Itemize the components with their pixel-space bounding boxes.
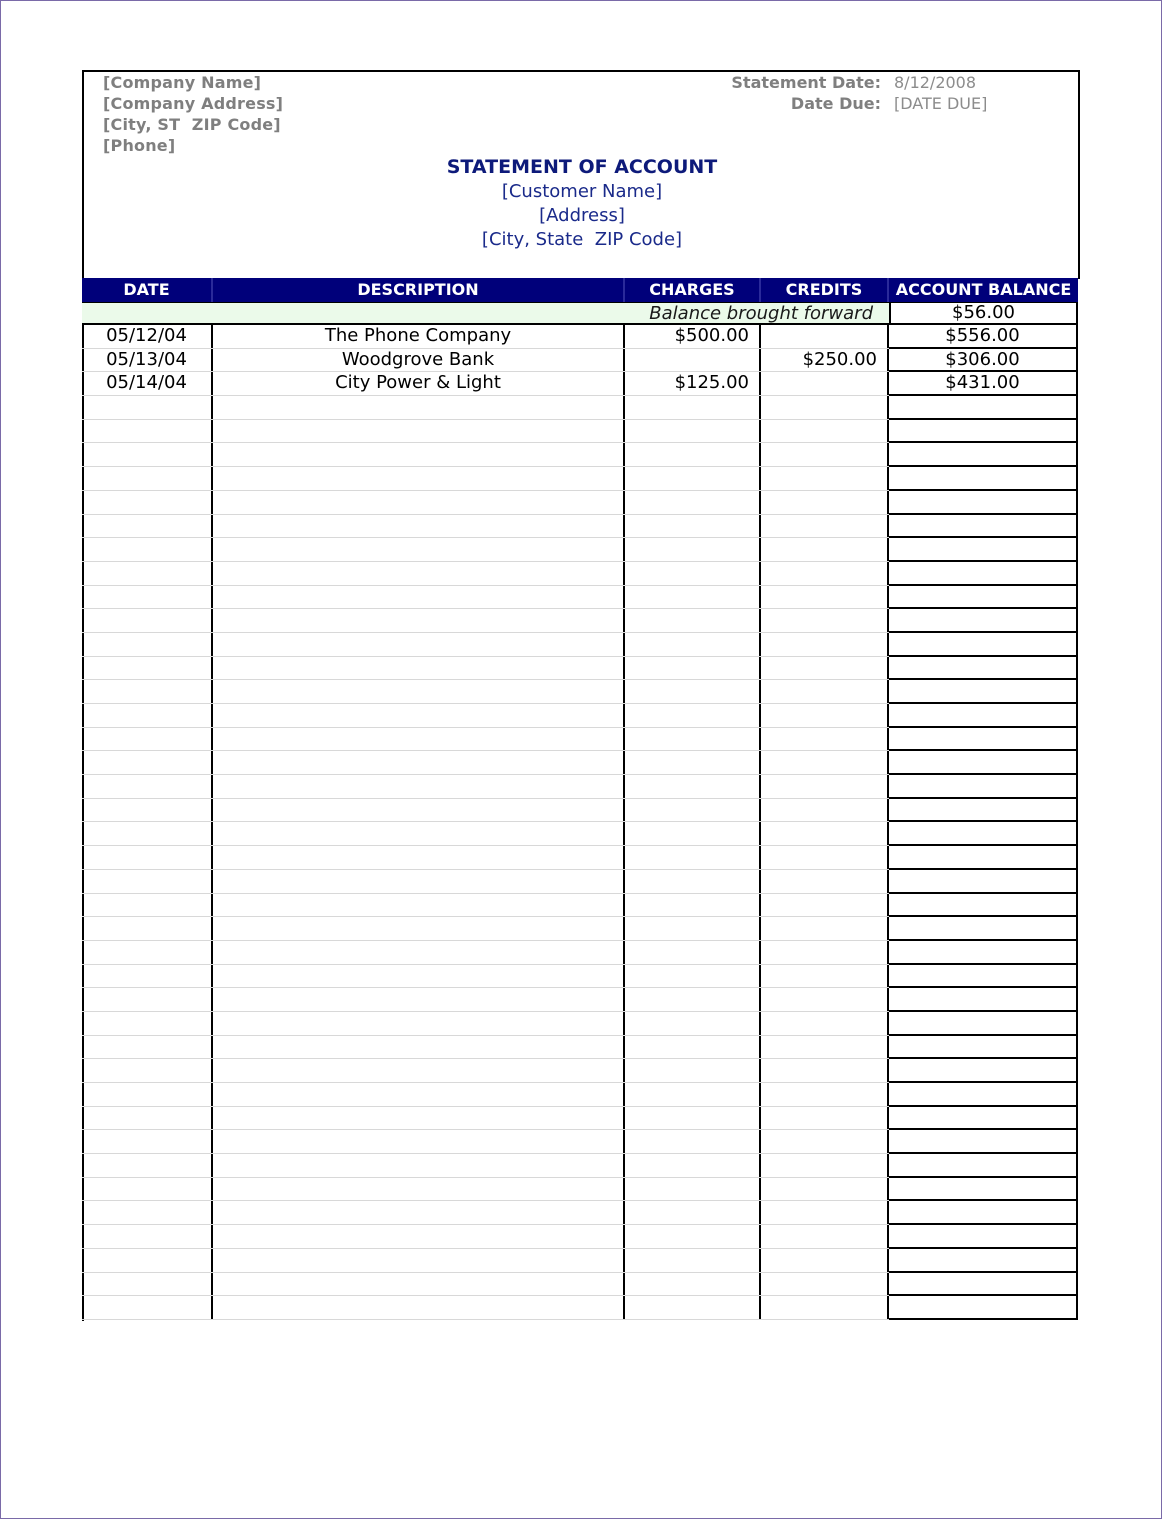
credits-cell[interactable]: [761, 751, 889, 774]
table-row: [82, 870, 1078, 894]
column-header-date: DATE: [82, 278, 213, 302]
credits-cell[interactable]: [761, 1249, 889, 1272]
balance-cell[interactable]: [889, 846, 1078, 870]
credits-cell[interactable]: [761, 515, 889, 538]
description-cell[interactable]: [213, 1036, 625, 1059]
table-row: [82, 1296, 1078, 1320]
description-cell[interactable]: City Power & Light: [213, 372, 625, 395]
balance-cell[interactable]: [889, 1225, 1078, 1249]
balance-cell[interactable]: [889, 894, 1078, 918]
description-cell[interactable]: [213, 704, 625, 727]
table-row: [82, 1083, 1078, 1107]
balance-cell[interactable]: [889, 1296, 1078, 1320]
charges-cell[interactable]: $500.00: [625, 325, 761, 348]
charges-cell[interactable]: [625, 1249, 761, 1272]
customer-city: [City, State ZIP Code]: [481, 229, 683, 250]
description-cell[interactable]: [213, 562, 625, 585]
balance-cell[interactable]: [889, 1201, 1078, 1225]
company-city: [City, ST ZIP Code]: [103, 115, 281, 134]
credits-cell[interactable]: [761, 1273, 889, 1296]
table-row: [82, 562, 1078, 586]
date-cell[interactable]: 05/12/04: [82, 325, 213, 348]
date-cell[interactable]: [82, 1296, 213, 1319]
credits-cell[interactable]: [761, 1036, 889, 1059]
balance-cell[interactable]: [889, 941, 1078, 965]
charges-cell[interactable]: [625, 1201, 761, 1224]
balance-cell[interactable]: [889, 751, 1078, 775]
credits-cell[interactable]: [761, 894, 889, 917]
charges-cell[interactable]: $125.00: [625, 372, 761, 395]
table-row: [82, 751, 1078, 775]
company-address: [Company Address]: [103, 94, 284, 113]
date-cell[interactable]: [82, 633, 213, 656]
document-title: STATEMENT OF ACCOUNT: [446, 156, 718, 178]
credits-cell[interactable]: [761, 1107, 889, 1130]
date-cell[interactable]: [82, 1273, 213, 1296]
credits-cell[interactable]: [761, 1201, 889, 1224]
date-cell[interactable]: [82, 491, 213, 514]
description-cell[interactable]: [213, 633, 625, 656]
balance-cell[interactable]: [889, 1154, 1078, 1178]
credits-cell[interactable]: [761, 1225, 889, 1248]
credits-cell[interactable]: [761, 562, 889, 585]
charges-cell[interactable]: [625, 538, 761, 561]
table-row: [82, 1059, 1078, 1083]
credits-cell[interactable]: [761, 420, 889, 443]
date-cell[interactable]: [82, 1201, 213, 1224]
description-cell[interactable]: [213, 1201, 625, 1224]
credits-cell[interactable]: [761, 1059, 889, 1082]
table-row: [82, 325, 1078, 349]
table-row: [82, 680, 1078, 704]
description-cell[interactable]: [213, 775, 625, 798]
company-phone: [Phone]: [103, 136, 176, 155]
date-cell[interactable]: [82, 657, 213, 680]
date-cell[interactable]: [82, 538, 213, 561]
date-cell[interactable]: [82, 704, 213, 727]
statement-date-label: Statement Date:: [731, 73, 881, 92]
credits-cell[interactable]: [761, 822, 889, 845]
statement-sheet: [82, 70, 1078, 1321]
table-row: [82, 1107, 1078, 1131]
credits-cell[interactable]: [761, 396, 889, 419]
table-row: [82, 586, 1078, 610]
date-cell[interactable]: [82, 822, 213, 845]
credits-cell[interactable]: [761, 1130, 889, 1153]
credits-cell[interactable]: [761, 775, 889, 798]
table-row: [82, 1178, 1078, 1202]
balance-cell[interactable]: [889, 728, 1078, 752]
credits-cell[interactable]: [761, 1083, 889, 1106]
date-cell[interactable]: [82, 1225, 213, 1248]
table-row: [82, 515, 1078, 539]
credits-cell[interactable]: [761, 609, 889, 632]
date-cell[interactable]: 05/13/04: [82, 349, 213, 372]
company-name: [Company Name]: [103, 73, 262, 92]
balance-cell[interactable]: [889, 1107, 1078, 1131]
balance-cell[interactable]: [889, 609, 1078, 633]
charges-cell[interactable]: [625, 894, 761, 917]
charges-cell[interactable]: [625, 680, 761, 703]
credits-cell[interactable]: [761, 1012, 889, 1035]
charges-cell[interactable]: [625, 728, 761, 751]
table-row: [82, 657, 1078, 681]
charges-cell[interactable]: [625, 420, 761, 443]
table-row: [82, 1225, 1078, 1249]
description-cell[interactable]: [213, 870, 625, 893]
charges-cell[interactable]: [625, 941, 761, 964]
table-row: [82, 965, 1078, 989]
charges-cell[interactable]: [625, 1059, 761, 1082]
table-row: [82, 1130, 1078, 1154]
charges-cell[interactable]: [625, 1036, 761, 1059]
charges-cell[interactable]: [625, 988, 761, 1011]
date-cell[interactable]: [82, 1154, 213, 1177]
credits-cell[interactable]: [761, 1296, 889, 1319]
balance-cell[interactable]: $431.00: [889, 372, 1078, 396]
credits-cell[interactable]: [761, 965, 889, 988]
date-cell[interactable]: [82, 609, 213, 632]
charges-cell[interactable]: [625, 467, 761, 490]
date-cell[interactable]: [82, 1178, 213, 1201]
credits-cell[interactable]: [761, 846, 889, 869]
header-box: [82, 70, 1080, 279]
charges-cell[interactable]: [625, 751, 761, 774]
date-cell[interactable]: [82, 1249, 213, 1272]
table-row: [82, 372, 1078, 396]
charges-cell[interactable]: [625, 562, 761, 585]
description-cell[interactable]: [213, 1012, 625, 1035]
balance-cell[interactable]: [889, 1036, 1078, 1060]
description-cell[interactable]: [213, 1178, 625, 1201]
table-row: [82, 1036, 1078, 1060]
charges-cell[interactable]: [625, 1273, 761, 1296]
date-cell[interactable]: 05/14/04: [82, 372, 213, 395]
description-cell[interactable]: [213, 894, 625, 917]
balance-forward-label: Balance brought forward: [649, 303, 873, 324]
credits-cell[interactable]: $250.00: [761, 349, 889, 372]
balance-cell[interactable]: [889, 1130, 1078, 1154]
credits-cell[interactable]: [761, 728, 889, 751]
credits-cell[interactable]: [761, 704, 889, 727]
credits-cell[interactable]: [761, 1178, 889, 1201]
balance-cell[interactable]: [889, 680, 1078, 704]
description-cell[interactable]: [213, 1059, 625, 1082]
balance-forward-value[interactable]: $56.00: [889, 302, 1078, 325]
date-due-label: Date Due:: [790, 94, 881, 113]
charges-cell[interactable]: [625, 657, 761, 680]
description-cell[interactable]: [213, 1107, 625, 1130]
charges-cell[interactable]: [625, 1154, 761, 1177]
charges-cell[interactable]: [625, 799, 761, 822]
balance-cell[interactable]: [889, 538, 1078, 562]
charges-cell[interactable]: [625, 443, 761, 466]
table-row: [82, 704, 1078, 728]
balance-cell[interactable]: [889, 633, 1078, 657]
balance-cell[interactable]: $556.00: [889, 325, 1078, 349]
charges-cell[interactable]: [625, 1130, 761, 1153]
balance-cell[interactable]: [889, 443, 1078, 467]
description-cell[interactable]: [213, 680, 625, 703]
credits-cell[interactable]: [761, 538, 889, 561]
credits-cell[interactable]: [761, 988, 889, 1011]
description-cell[interactable]: [213, 609, 625, 632]
balance-cell[interactable]: [889, 704, 1078, 728]
date-cell[interactable]: [82, 775, 213, 798]
description-cell[interactable]: Woodgrove Bank: [213, 349, 625, 372]
table-row: [82, 396, 1078, 420]
balance-cell[interactable]: [889, 1083, 1078, 1107]
customer-name: [Customer Name]: [501, 181, 663, 202]
date-cell[interactable]: [82, 1083, 213, 1106]
charges-cell[interactable]: [625, 846, 761, 869]
charges-cell[interactable]: [625, 704, 761, 727]
description-cell[interactable]: [213, 846, 625, 869]
date-cell[interactable]: [82, 1130, 213, 1153]
date-cell[interactable]: [82, 870, 213, 893]
transactions-body: [82, 325, 1078, 1320]
description-cell[interactable]: [213, 799, 625, 822]
date-cell[interactable]: [82, 1036, 213, 1059]
table-row: [82, 988, 1078, 1012]
table-row: [82, 420, 1078, 444]
column-header-charges: CHARGES: [625, 278, 761, 302]
description-cell[interactable]: [213, 917, 625, 940]
balance-cell[interactable]: [889, 657, 1078, 681]
description-cell[interactable]: [213, 941, 625, 964]
balance-cell[interactable]: [889, 467, 1078, 491]
balance-cell[interactable]: [889, 586, 1078, 610]
date-cell[interactable]: [82, 894, 213, 917]
date-due-value: [DATE DUE]: [894, 94, 988, 113]
description-cell[interactable]: [213, 988, 625, 1011]
credits-cell[interactable]: [761, 372, 889, 395]
description-cell[interactable]: [213, 1083, 625, 1106]
table-row: [82, 467, 1078, 491]
charges-cell[interactable]: [625, 586, 761, 609]
table-row: [82, 1249, 1078, 1273]
description-cell[interactable]: [213, 538, 625, 561]
column-header-credits: CREDITS: [761, 278, 889, 302]
description-cell[interactable]: [213, 396, 625, 419]
credits-cell[interactable]: [761, 586, 889, 609]
description-cell[interactable]: [213, 1154, 625, 1177]
balance-cell[interactable]: [889, 1249, 1078, 1273]
balance-cell[interactable]: [889, 1178, 1078, 1202]
table-row: [82, 1012, 1078, 1036]
table-row: [82, 633, 1078, 657]
table-row: [82, 1201, 1078, 1225]
balance-cell[interactable]: [889, 420, 1078, 444]
date-cell[interactable]: [82, 515, 213, 538]
charges-cell[interactable]: [625, 1178, 761, 1201]
credits-cell[interactable]: [761, 1154, 889, 1177]
column-header-description: DESCRIPTION: [213, 278, 625, 302]
date-cell[interactable]: [82, 680, 213, 703]
date-cell[interactable]: [82, 1107, 213, 1130]
charges-cell[interactable]: [625, 396, 761, 419]
balance-cell[interactable]: [889, 491, 1078, 515]
charges-cell[interactable]: [625, 1107, 761, 1130]
date-cell[interactable]: [82, 799, 213, 822]
statement-date-value: 8/12/2008: [894, 73, 977, 92]
charges-cell[interactable]: [625, 515, 761, 538]
date-cell[interactable]: [82, 562, 213, 585]
table-row: [82, 609, 1078, 633]
table-row: [82, 538, 1078, 562]
date-cell[interactable]: [82, 467, 213, 490]
column-header-balance: ACCOUNT BALANCE: [895, 280, 1072, 299]
balance-cell[interactable]: [889, 1012, 1078, 1036]
credits-cell[interactable]: [761, 870, 889, 893]
date-cell[interactable]: [82, 728, 213, 751]
table-header: [82, 278, 1078, 302]
date-cell[interactable]: [82, 396, 213, 419]
date-cell[interactable]: [82, 586, 213, 609]
table-row: [82, 443, 1078, 467]
description-cell[interactable]: [213, 728, 625, 751]
balance-cell[interactable]: [889, 870, 1078, 894]
balance-cell[interactable]: $306.00: [889, 349, 1078, 373]
table-row: [82, 1273, 1078, 1297]
date-cell[interactable]: [82, 988, 213, 1011]
charges-cell[interactable]: [625, 1296, 761, 1319]
table-row: [82, 1154, 1078, 1178]
charges-cell[interactable]: [625, 917, 761, 940]
description-cell[interactable]: [213, 1249, 625, 1272]
description-cell[interactable]: [213, 420, 625, 443]
table-row: [82, 822, 1078, 846]
credits-cell[interactable]: [761, 917, 889, 940]
table-row: [82, 941, 1078, 965]
description-cell[interactable]: [213, 1225, 625, 1248]
balance-forward-row: [82, 302, 1078, 325]
balance-cell[interactable]: [889, 396, 1078, 420]
description-cell[interactable]: The Phone Company: [213, 325, 625, 348]
table-row: [82, 491, 1078, 515]
date-cell[interactable]: [82, 965, 213, 988]
date-cell[interactable]: [82, 420, 213, 443]
credits-cell[interactable]: [761, 443, 889, 466]
charges-cell[interactable]: [625, 822, 761, 845]
date-cell[interactable]: [82, 941, 213, 964]
table-row: [82, 775, 1078, 799]
charges-cell[interactable]: [625, 609, 761, 632]
charges-cell[interactable]: [625, 870, 761, 893]
charges-cell[interactable]: [625, 1012, 761, 1035]
charges-cell[interactable]: [625, 349, 761, 372]
description-cell[interactable]: [213, 751, 625, 774]
credits-cell[interactable]: [761, 467, 889, 490]
table-row: [82, 349, 1078, 373]
description-cell[interactable]: [213, 443, 625, 466]
balance-cell[interactable]: [889, 822, 1078, 846]
charges-cell[interactable]: [625, 1083, 761, 1106]
credits-cell[interactable]: [761, 325, 889, 348]
balance-cell[interactable]: [889, 562, 1078, 586]
balance-cell[interactable]: [889, 799, 1078, 823]
date-cell[interactable]: [82, 846, 213, 869]
date-cell[interactable]: [82, 751, 213, 774]
charges-cell[interactable]: [625, 1225, 761, 1248]
balance-cell[interactable]: [889, 965, 1078, 989]
balance-cell[interactable]: [889, 1059, 1078, 1083]
date-cell[interactable]: [82, 443, 213, 466]
credits-cell[interactable]: [761, 657, 889, 680]
description-cell[interactable]: [213, 1130, 625, 1153]
table-row: [82, 917, 1078, 941]
balance-cell[interactable]: [889, 988, 1078, 1012]
balance-cell[interactable]: [889, 775, 1078, 799]
date-cell[interactable]: [82, 1012, 213, 1035]
date-cell[interactable]: [82, 1059, 213, 1082]
description-cell[interactable]: [213, 467, 625, 490]
description-cell[interactable]: [213, 586, 625, 609]
credits-cell[interactable]: [761, 799, 889, 822]
charges-cell[interactable]: [625, 633, 761, 656]
balance-cell[interactable]: [889, 515, 1078, 539]
description-cell[interactable]: [213, 1296, 625, 1319]
description-cell[interactable]: [213, 822, 625, 845]
charges-cell[interactable]: [625, 491, 761, 514]
table-row: [82, 894, 1078, 918]
description-cell[interactable]: [213, 965, 625, 988]
description-cell[interactable]: [213, 515, 625, 538]
description-cell[interactable]: [213, 657, 625, 680]
date-cell[interactable]: [82, 917, 213, 940]
table-row: [82, 846, 1078, 870]
credits-cell[interactable]: [761, 680, 889, 703]
credits-cell[interactable]: [761, 491, 889, 514]
description-cell[interactable]: [213, 491, 625, 514]
credits-cell[interactable]: [761, 941, 889, 964]
customer-address: [Address]: [539, 205, 625, 226]
balance-cell[interactable]: [889, 1273, 1078, 1297]
charges-cell[interactable]: [625, 775, 761, 798]
table-row: [82, 799, 1078, 823]
table-row: [82, 728, 1078, 752]
charges-cell[interactable]: [625, 965, 761, 988]
description-cell[interactable]: [213, 1273, 625, 1296]
credits-cell[interactable]: [761, 633, 889, 656]
balance-cell[interactable]: [889, 917, 1078, 941]
